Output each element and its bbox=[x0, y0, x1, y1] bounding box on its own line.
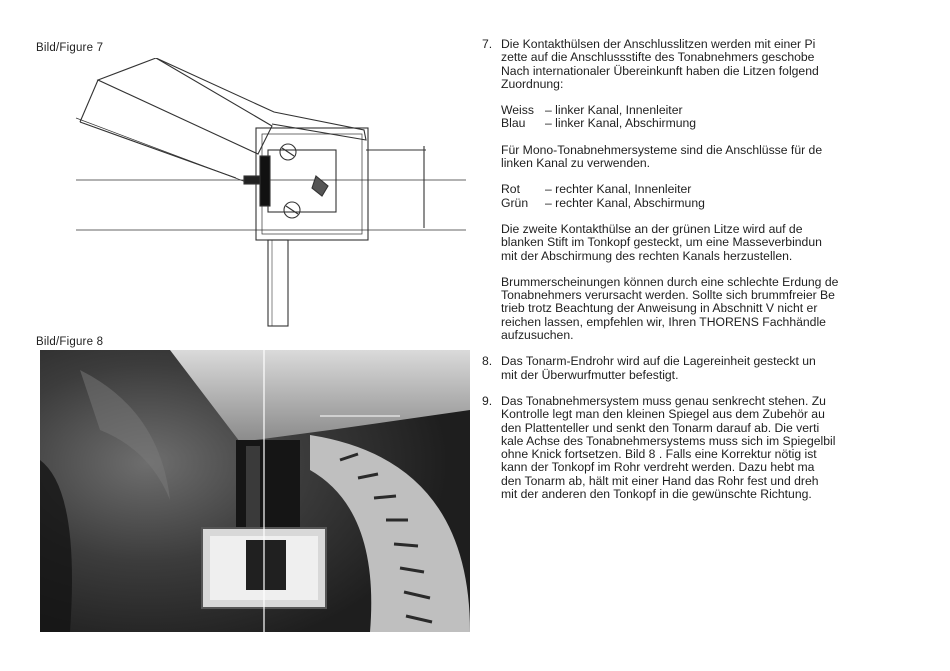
text-line: Für Mono-Tonabnehmersysteme sind die Anschlüsse für de bbox=[501, 142, 823, 157]
text-line: ohne Knick fortsetzen. Bild 8 . Falls eine Korrektur nötig ist bbox=[501, 447, 817, 462]
text-line: Brummerscheinungen können durch eine schlechte Erdung de bbox=[501, 274, 839, 289]
text-line: Zuordnung: bbox=[501, 76, 564, 91]
text-line: reichen lassen, empfehlen wir, Ihren THORENS Fachhändle bbox=[501, 314, 826, 329]
text-line: Das Tonarm-Endrohr wird auf die Lagereinheit gesteckt un bbox=[501, 354, 816, 369]
step-7-number: 7. bbox=[482, 38, 493, 51]
step-8 bbox=[482, 355, 922, 382]
text-line: Nach internationaler Übereinkunft haben die Litzen folgend bbox=[501, 63, 819, 78]
wire-desc: – linker Kanal, Abschirmung bbox=[545, 116, 697, 131]
wire-desc: – rechter Kanal, Innenleiter bbox=[545, 182, 692, 197]
step-8-number: 8. bbox=[482, 354, 493, 369]
wire-row-white bbox=[501, 104, 922, 117]
figure-8-caption: Bild/Figure 8 bbox=[36, 336, 104, 348]
wire-color: Weiss bbox=[501, 103, 534, 118]
text-line: blanken Stift im Tonkopf gesteckt, um eine Masseverbindun bbox=[501, 235, 822, 250]
text-line: zette auf die Anschlussstifte des Tonabnehmers geschobe bbox=[501, 50, 815, 65]
text-line: aufzusuchen. bbox=[501, 328, 574, 343]
wire-row-blue bbox=[501, 117, 922, 130]
text-line: trieb trotz Beachtung der Anweisung in Abschnitt V nicht er bbox=[501, 301, 818, 316]
step-9 bbox=[482, 395, 922, 501]
figure-7-drawing bbox=[36, 58, 466, 330]
step-7 bbox=[482, 38, 922, 342]
wire-desc: – rechter Kanal, Abschirmung bbox=[545, 195, 705, 210]
step-9-number: 9. bbox=[482, 393, 493, 408]
text-line: kale Achse des Tonabnehmersystems muss sich im Spiegelbil bbox=[501, 433, 836, 448]
figure-8-photo bbox=[40, 350, 470, 632]
wire-row-red bbox=[501, 183, 922, 196]
text-line: Die zweite Kontakthülse an der grünen Litze wird auf de bbox=[501, 221, 803, 236]
text-line: mit der anderen den Tonkopf in die gewünschte Richtung. bbox=[501, 487, 812, 502]
figure-7-caption: Bild/Figure 7 bbox=[36, 42, 104, 54]
wire-color: Grün bbox=[501, 195, 529, 210]
text-line: Tonabnehmers verursacht werden. Sollte sich brummfreier Be bbox=[501, 288, 835, 303]
wire-row-green bbox=[501, 197, 922, 210]
instructions-column bbox=[482, 38, 922, 638]
text-line: den Tonarm ab, hält mit einer Hand das Rohr fest und dreh bbox=[501, 473, 819, 488]
text-line: Kontrolle legt man den kleinen Spiegel aus dem Zubehör au bbox=[501, 407, 825, 422]
text-line: linken Kanal zu verwenden. bbox=[501, 156, 651, 171]
text-line: mit der Abschirmung des rechten Kanals herzustellen. bbox=[501, 248, 793, 263]
wire-color: Blau bbox=[501, 116, 526, 131]
text-line: Die Kontakthülsen der Anschlusslitzen werden mit einer Pi bbox=[501, 38, 816, 51]
text-line: Das Tonabnehmersystem muss genau senkrecht stehen. Zu bbox=[501, 393, 826, 408]
wire-desc: – linker Kanal, Innenleiter bbox=[545, 103, 683, 118]
wire-color: Rot bbox=[501, 182, 520, 197]
text-line: kann der Tonkopf im Rohr verdreht werden. Dazu hebt ma bbox=[501, 460, 815, 475]
text-line: mit der Überwurfmutter befestigt. bbox=[501, 367, 679, 382]
text-line: den Plattenteller und senkt den Tonarm darauf ab. Die verti bbox=[501, 420, 820, 435]
